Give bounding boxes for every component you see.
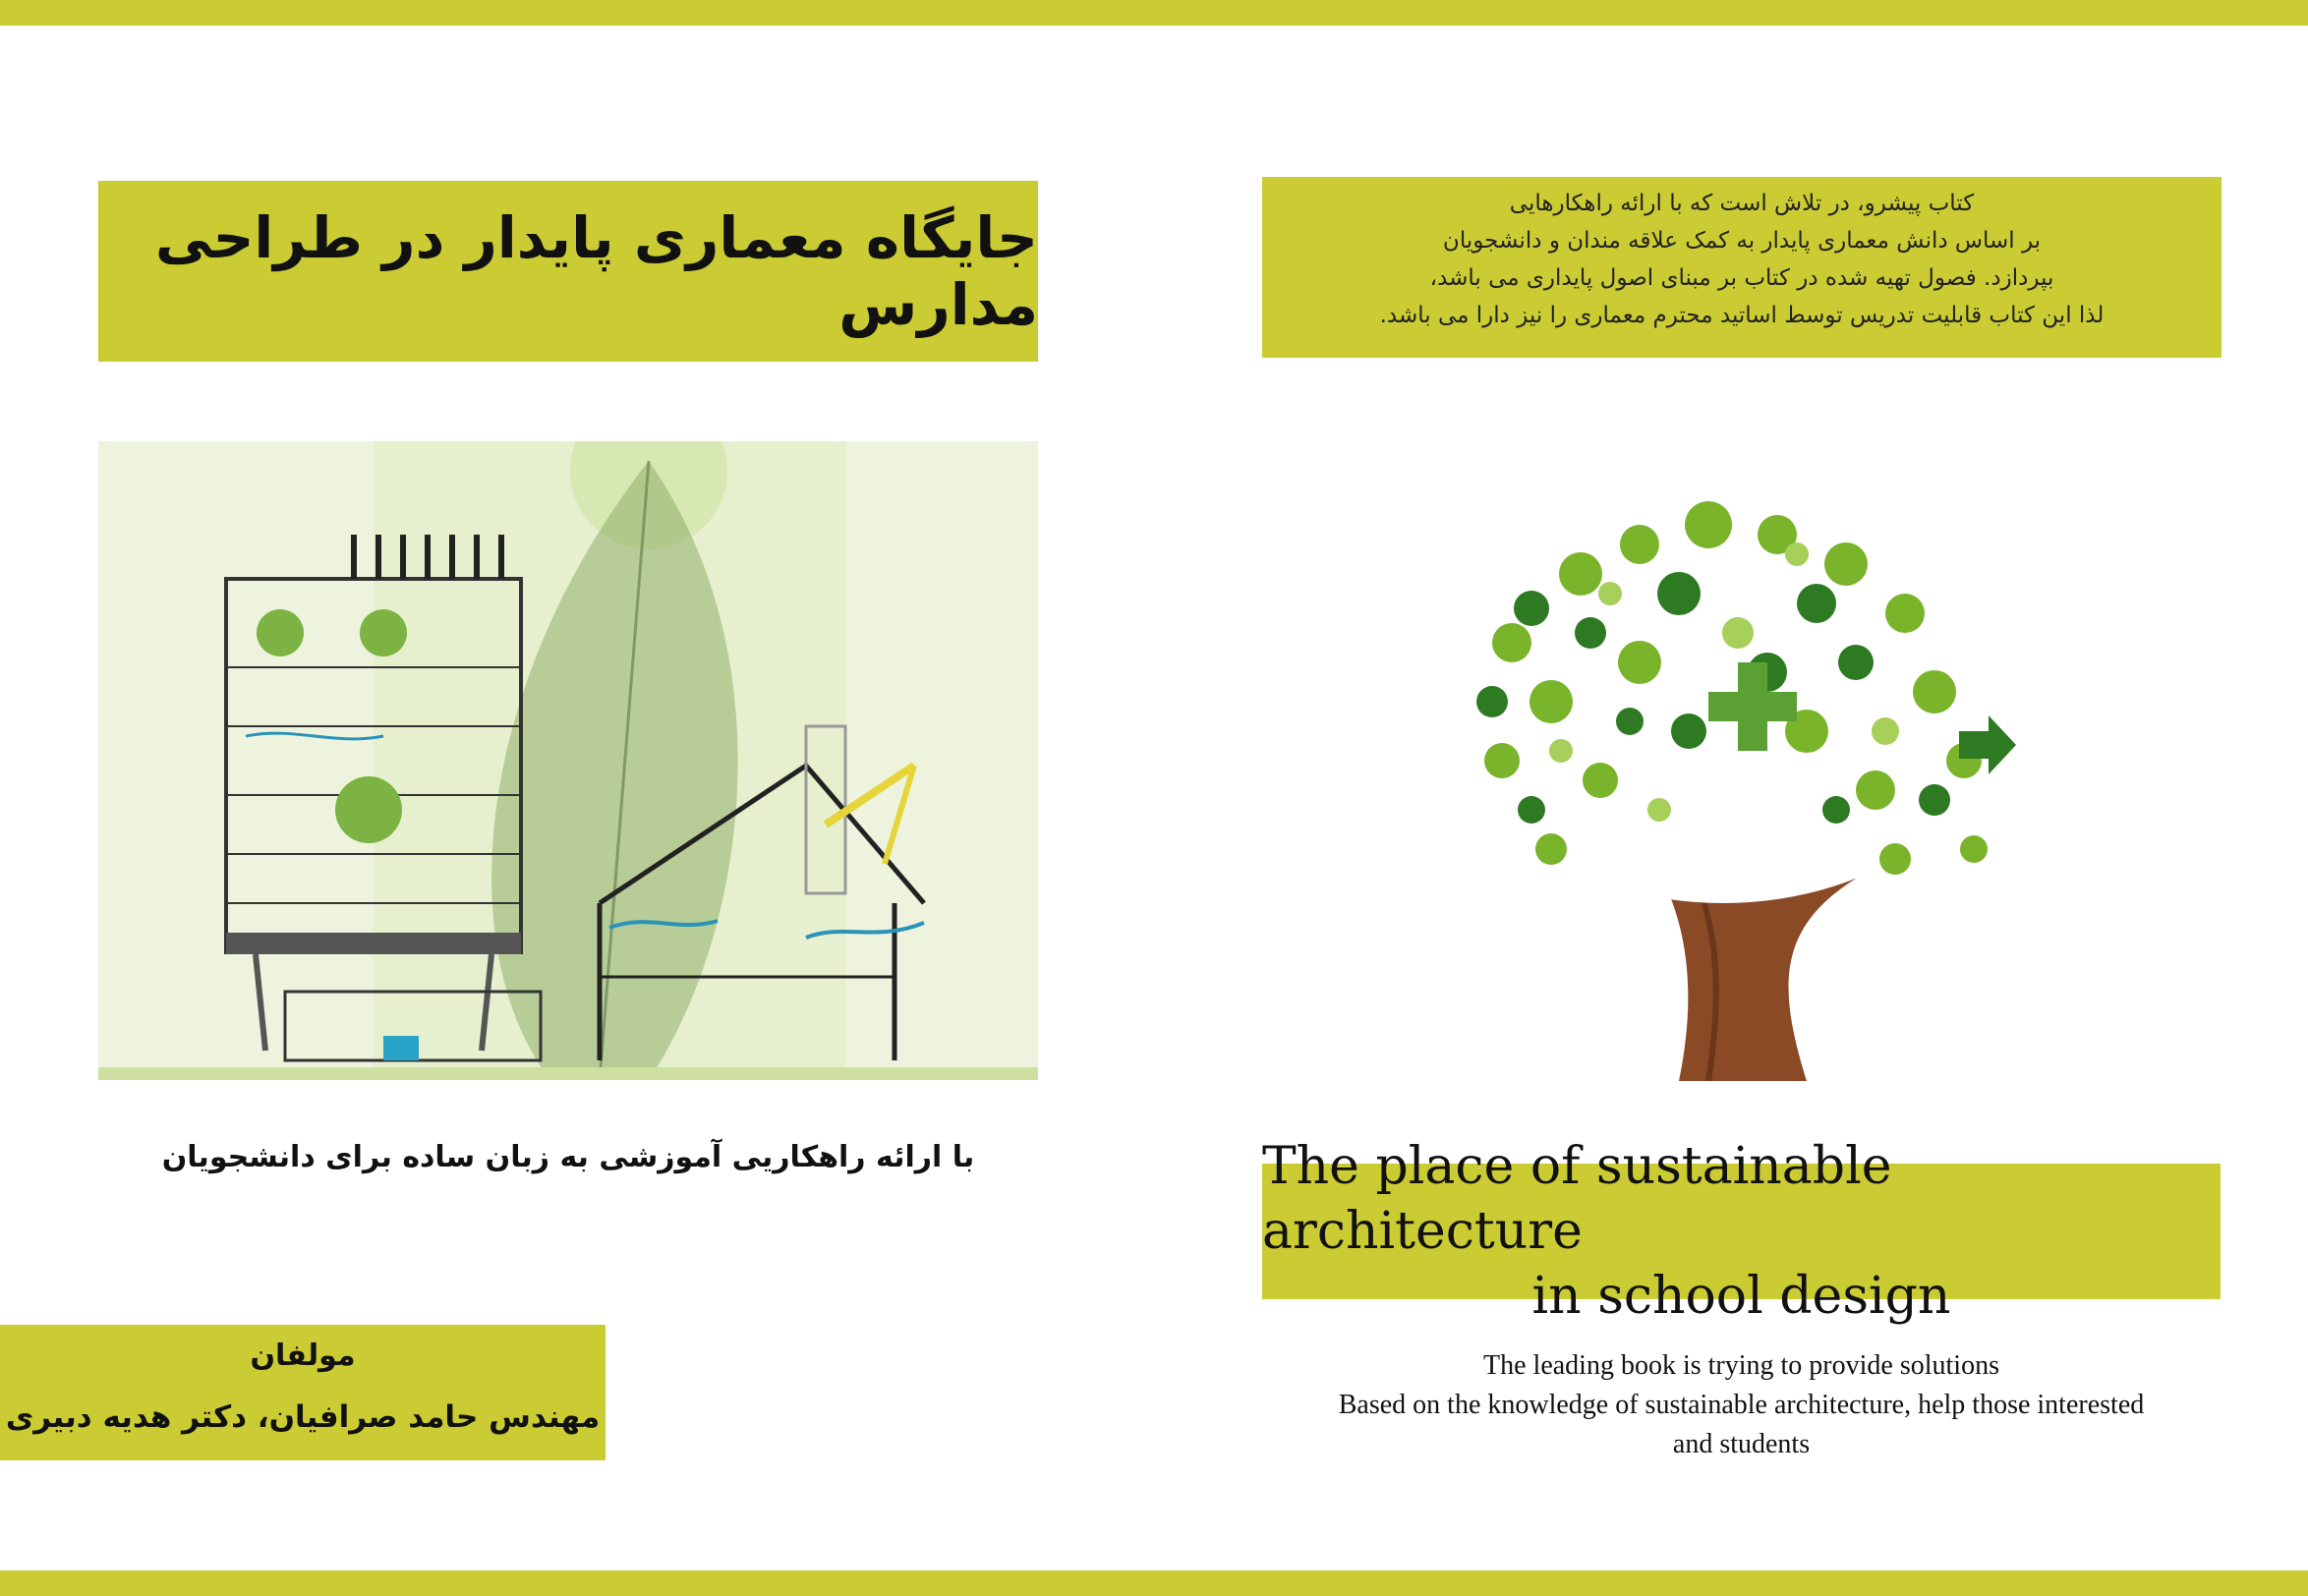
- persian-description-box: [1262, 177, 2221, 358]
- authors-names: مهندس حامد صرافیان، دکتر هدیه دبیری: [5, 1399, 601, 1435]
- english-description: [1262, 1346, 2221, 1464]
- english-title-box: [1262, 1137, 2221, 1326]
- book-subtitle-persian: با ارائه راهکاریی آموزشی به زبان ساده برای دانشجویان: [161, 1140, 975, 1174]
- top-accent-band: [0, 0, 2308, 26]
- eco-icon-tree-illustration: [1384, 436, 2062, 1081]
- english-description-line: and students: [1672, 1429, 1811, 1459]
- bottom-accent-band: [0, 1570, 2308, 1596]
- description-line: کتاب پیشرو، در تلاش است که با ارائه راهکارهایی: [1509, 191, 1975, 216]
- english-description-line: The leading book is trying to provide solutions: [1483, 1350, 1999, 1381]
- english-description-line: Based on the knowledge of sustainable architecture, help those interested: [1338, 1390, 2145, 1420]
- description-line: لذا این کتاب قابلیت تدریس توسط اساتید محترم معماری را نیز دارا می باشد.: [1379, 303, 2105, 328]
- description-line: بپردازد. فصول تهیه شده در کتاب بر مبنای اصول پایداری می باشد،: [1429, 265, 2054, 291]
- authors-box: [0, 1325, 606, 1460]
- english-title-line: The place of sustainable architecture: [1262, 1137, 1892, 1261]
- english-title-line: in school design: [1531, 1267, 1951, 1326]
- description-line: بر اساس دانش معماری پایدار به کمک علاقه مندان و دانشجویان: [1442, 228, 2042, 254]
- title-box: [98, 181, 1038, 362]
- book-title-persian: جایگاه معماری پایدار در طراحی مدارس: [154, 204, 1038, 338]
- authors-label: مولفان: [250, 1339, 356, 1373]
- architecture-section-illustration: [98, 441, 1038, 1080]
